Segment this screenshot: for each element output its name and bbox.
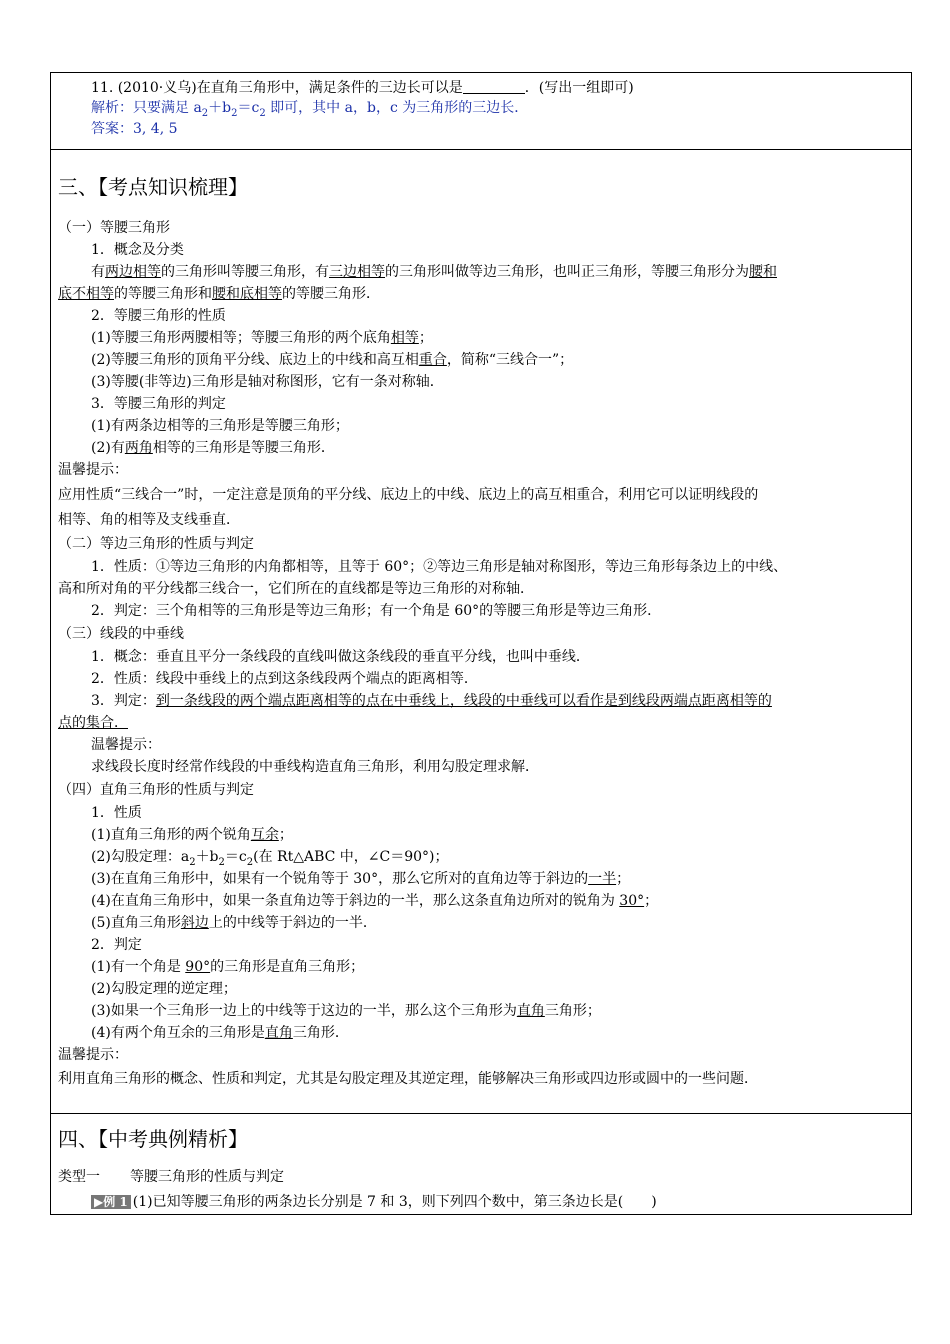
item-4-2a: (1)有一个角是 90°的三角形是直角三角形； [91, 959, 365, 975]
subsection-3-title: （三）线段的中垂线 [58, 626, 184, 642]
item-4-1a: (1)直角三角形的两个锐角互余； [91, 827, 293, 843]
tip-1-line-1: 应用性质“三线合一”时，一定注意是顶角的平分线、底边上的中线、底边上的高互相重合，利用它可以证明线段的 [58, 487, 759, 503]
item-4-1e: (5)直角三角形斜边上的中线等于斜边的一半． [91, 915, 377, 931]
item-3-3-line-1: 3．判定：到一条线段的两个端点距离相等的点在中垂线上，线段的中垂线可以看作是到线段两端点距离相等的 [91, 693, 772, 709]
item-4-2: 2．判定 [91, 937, 142, 953]
tip-3-line-1: 利用直角三角形的概念、性质和判定，尤其是勾股定理及其逆定理，能够解决三角形或四边形或圆中的一些问题． [58, 1071, 758, 1087]
subsection-4-title: （四）直角三角形的性质与判定 [58, 782, 254, 798]
item-2-1-line-2: 高和所对角的平分线都三线合一，它们所在的直线都是等边三角形的对称轴． [58, 581, 534, 597]
question-11-analysis: 解析：只要满足 $a_2+b_2=c_2$ 即可，其中 a，b，c 为三角形的三边长． [91, 100, 529, 119]
tip-3-label: 温馨提示： [58, 1047, 128, 1063]
example-1: ▶例 1 (1)已知等腰三角形的两条边长分别是 7 和 3，则下列四个数中，第三条边长是( ) [91, 1193, 657, 1211]
item-1-2c: (3)等腰(非等边)三角形是轴对称图形，它有一条对称轴． [91, 374, 444, 390]
definition-line-1: 有两边相等的三角形叫等腰三角形，有三边相等的三角形叫做等边三角形，也叫正三角形，等腰三角形分为腰和 [91, 264, 777, 280]
item-2-2: 2．判定：三个角相等的三角形是等边三角形；有一个角是 60°的等腰三角形是等边三角形． [91, 603, 662, 619]
item-1-3b: (2)有两角相等的三角形是等腰三角形． [91, 440, 335, 456]
item-2-1-line-1: 1．性质：①等边三角形的内角都相等，且等于 60°；②等边三角形是轴对称图形，等边三角形每条边上的中线、 [91, 559, 788, 575]
item-4-1: 1．性质 [91, 805, 142, 821]
section-divider-top [50, 149, 912, 150]
item-4-1d: (4)在直角三角形中，如果一条直角边等于斜边的一半，那么这条直角边所对的锐角为 30°； [91, 893, 659, 909]
item-3-3-line-2: 点的集合． [58, 715, 128, 731]
subsection-2-title: （二）等边三角形的性质与判定 [58, 536, 254, 552]
item-1-2a: (1)等腰三角形两腰相等；等腰三角形的两个底角相等； [91, 330, 433, 346]
item-3-1: 1．概念：垂直且平分一条线段的直线叫做这条线段的垂直平分线，也叫中垂线． [91, 649, 590, 665]
item-1-2: 2．等腰三角形的性质 [91, 308, 226, 324]
item-1-3: 3．等腰三角形的判定 [91, 396, 226, 412]
tip-2-label: 温馨提示： [91, 737, 161, 753]
tip-2-line-1: 求线段长度时经常作线段的中垂线构造直角三角形，利用勾股定理求解． [91, 759, 539, 775]
item-1-1: 1．概念及分类 [91, 242, 184, 258]
section-3-heading: 三、【考点知识梳理】 [58, 175, 248, 199]
question-11-answer: 答案：3, 4, 5 [91, 121, 178, 137]
item-3-2: 2．性质：线段中垂线上的点到这条线段两个端点的距离相等． [91, 671, 478, 687]
tip-1-line-2: 相等、角的相等及支线垂直． [58, 512, 240, 528]
item-1-2b: (2)等腰三角形的顶角平分线、底边上的中线和高互相重合，简称“三线合一”； [91, 352, 574, 368]
item-4-2d: (4)有两个角互余的三角形是直角三角形． [91, 1025, 349, 1041]
type-1-label: 类型一 等腰三角形的性质与判定 [58, 1169, 284, 1185]
tip-1-label: 温馨提示： [58, 462, 128, 478]
question-11: 11. (2010·义乌)在直角三角形中，满足条件的三边长可以是 ．(写出一组即可) [91, 80, 634, 96]
section-divider-bottom [50, 1113, 912, 1114]
example-badge: ▶例 1 [91, 1195, 131, 1209]
definition-line-2: 底不相等的等腰三角形和腰和底相等的等腰三角形． [58, 286, 380, 302]
subsection-1-title: （一）等腰三角形 [58, 220, 170, 236]
answer-blank [463, 79, 525, 94]
item-4-1b: (2)勾股定理：$a_2+b_2=c_2$(在 Rt△ABC 中，∠C＝90°)； [91, 849, 449, 868]
type-1-title: 等腰三角形的性质与判定 [130, 1169, 284, 1185]
item-4-1c: (3)在直角三角形中，如果有一个锐角等于 30°，那么它所对的直角边等于斜边的一半； [91, 871, 631, 887]
item-4-2c: (3)如果一个三角形一边上的中线等于这边的一半，那么这个三角形为直角三角形； [91, 1003, 601, 1019]
section-4-heading: 四、【中考典例精析】 [58, 1127, 248, 1151]
item-1-3a: (1)有两条边相等的三角形是等腰三角形； [91, 418, 349, 434]
item-4-2b: (2)勾股定理的逆定理； [91, 981, 237, 997]
